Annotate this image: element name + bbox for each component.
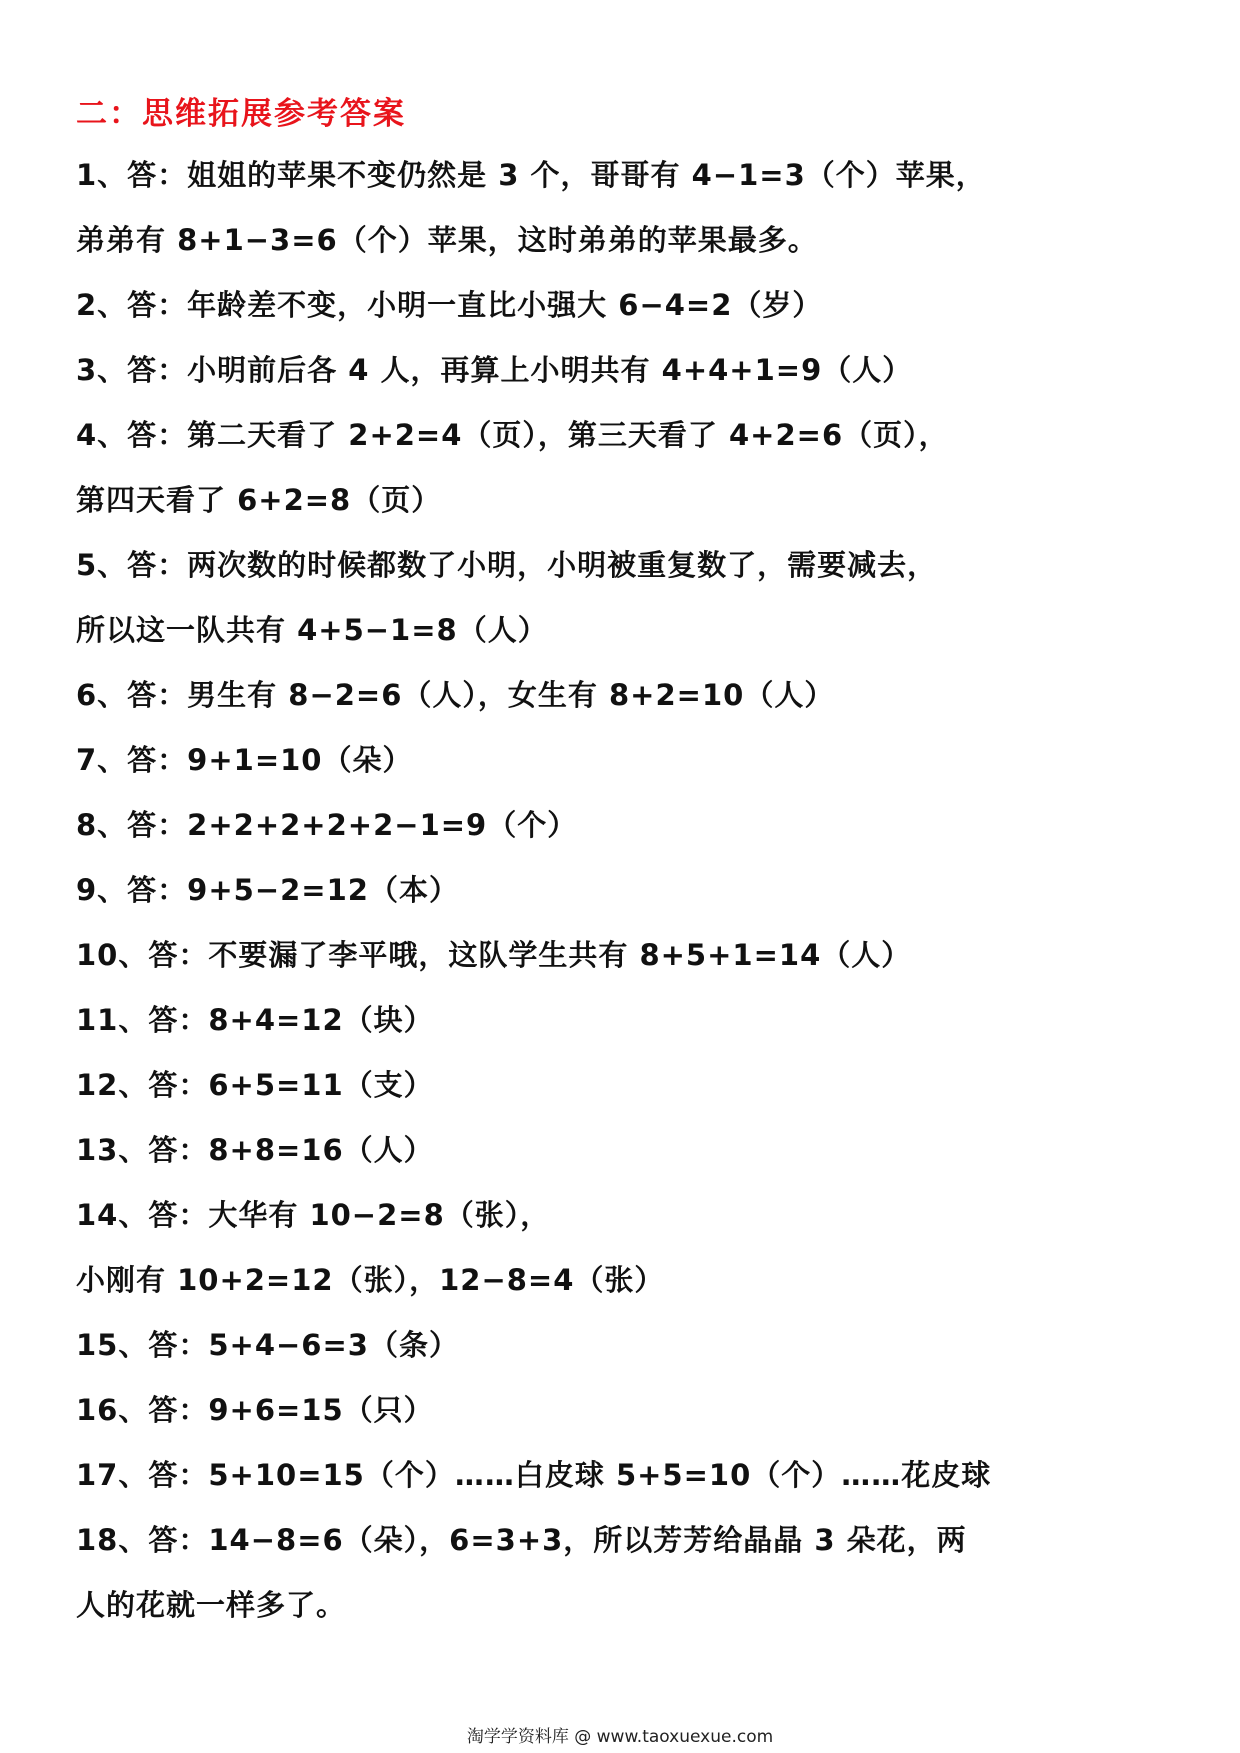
- answer-line: 18、答：14−8=6（朵），6=3+3，所以芳芳给晶晶 3 朵花，两: [76, 1523, 967, 1557]
- answer-line: 13、答：8+8=16（人）: [76, 1133, 434, 1167]
- answer-line: 7、答：9+1=10（朵）: [76, 743, 413, 777]
- answer-line: 15、答：5+4−6=3（条）: [76, 1328, 459, 1362]
- answer-line: 14、答：大华有 10−2=8（张），: [76, 1198, 551, 1232]
- answer-line: 12、答：6+5=11（支）: [76, 1068, 434, 1102]
- answer-line: 2、答：年龄差不变，小明一直比小强大 6−4=2（岁）: [76, 288, 823, 322]
- answer-line: 弟弟有 8+1−3=6（个）苹果，这时弟弟的苹果最多。: [76, 223, 818, 257]
- answer-line: 人的花就一样多了。: [76, 1588, 347, 1622]
- answer-line: 1、答：姐姐的苹果不变仍然是 3 个，哥哥有 4−1=3（个）苹果，: [76, 158, 986, 192]
- answer-line: 16、答：9+6=15（只）: [76, 1393, 434, 1427]
- footer-watermark: 淘学学资料库 @ www.taoxuexue.com: [466, 1727, 774, 1747]
- answer-line: 11、答：8+4=12（块）: [76, 1003, 434, 1037]
- answer-line: 3、答：小明前后各 4 人，再算上小明共有 4+4+1=9（人）: [76, 353, 913, 387]
- answer-line: 小刚有 10+2=12（张），12−8=4（张）: [76, 1263, 665, 1297]
- answer-line: 9、答：9+5−2=12（本）: [76, 873, 459, 907]
- answer-line: 第四天看了 6+2=8（页）: [76, 483, 442, 517]
- answer-line: 8、答：2+2+2+2+2−1=9（个）: [76, 808, 578, 842]
- answer-line: 所以这一队共有 4+5−1=8（人）: [76, 613, 548, 647]
- answer-line: 17、答：5+10=15（个）……白皮球 5+5=10（个）……花皮球: [76, 1458, 992, 1492]
- answer-line: 4、答：第二天看了 2+2=4（页），第三天看了 4+2=6（页），: [76, 418, 949, 452]
- section-title: 二：思维拓展参考答案: [76, 96, 406, 132]
- answer-line: 5、答：两次数的时候都数了小明，小明被重复数了，需要减去，: [76, 548, 938, 582]
- answer-line: 10、答：不要漏了李平哦，这队学生共有 8+5+1=14（人）: [76, 938, 912, 972]
- answer-line: 6、答：男生有 8−2=6（人），女生有 8+2=10（人）: [76, 678, 835, 712]
